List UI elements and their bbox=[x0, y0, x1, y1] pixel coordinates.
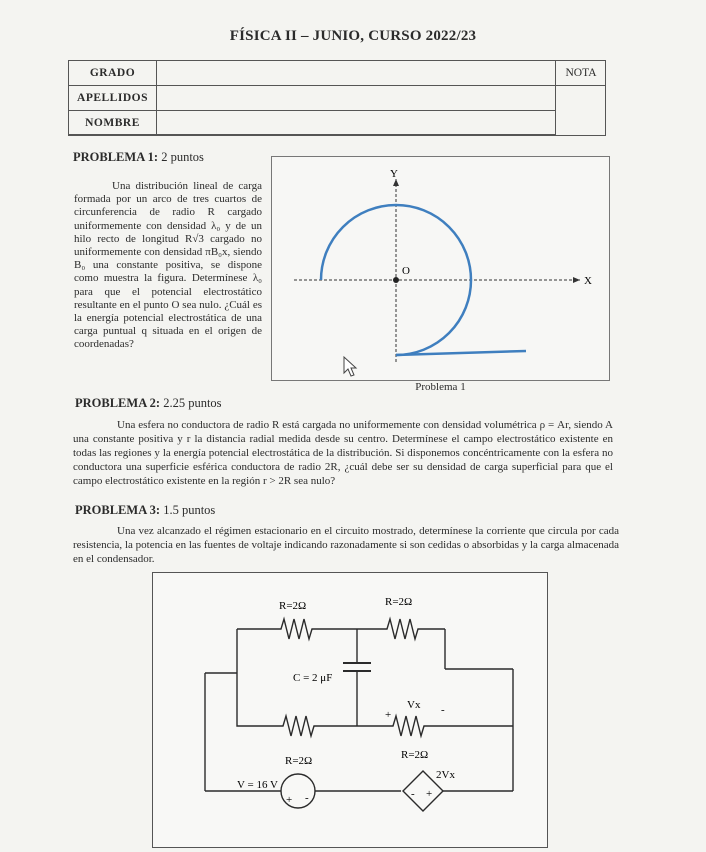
circuit-diagram bbox=[153, 573, 547, 847]
dependent-source-plus: + bbox=[426, 788, 433, 800]
problem-2-title: PROBLEMA 2: bbox=[75, 396, 161, 410]
student-info-table bbox=[68, 60, 606, 136]
x-axis-label: X bbox=[584, 275, 592, 287]
capacitor-label: C = 2 μF bbox=[293, 672, 333, 684]
problem-2-points: 2.25 puntos bbox=[163, 396, 222, 410]
grado-label: GRADO bbox=[69, 61, 157, 85]
nombre-label: NOMBRE bbox=[69, 111, 157, 134]
voltage-source-label: V = 16 V bbox=[237, 779, 278, 791]
dependent-source-label: 2Vx bbox=[436, 769, 455, 781]
r-top-right-label: R=2Ω bbox=[385, 596, 413, 608]
r-top-left-label: R=2Ω bbox=[279, 600, 307, 612]
mouse-cursor-icon bbox=[344, 357, 356, 376]
problem-2-heading bbox=[75, 396, 222, 411]
voltage-source-minus: - bbox=[305, 792, 309, 804]
nota-label: NOTA bbox=[556, 61, 606, 86]
origin-label: O bbox=[402, 265, 410, 277]
voltage-source-plus: + bbox=[286, 794, 293, 806]
nota-cell bbox=[555, 61, 606, 135]
vx-minus: - bbox=[441, 704, 445, 716]
apellidos-label: APELLIDOS bbox=[69, 86, 157, 110]
middle-branch-wire bbox=[237, 708, 493, 736]
y-axis-label: Y bbox=[390, 168, 398, 180]
grado-row bbox=[69, 61, 555, 86]
problem-1-points: 2 puntos bbox=[161, 150, 204, 164]
problem-1-text: Una distribución lineal de carga formada por un arco de tres cuartos de circunferencia de radio R cargado uniformemente con densidad λ₀ y de un hilo recto de longitud R√3 cargado no uniformemente con densidad πB₀x, siendo B₀ una constante positiva, se dispone como muestra la figura. Determínese λ₀ para que el potencial electrostático resultante en el punto O sea nulo. ¿Cuál es la energía potencial electrostática de una carga puntual q situada en el origen de coordenadas? bbox=[74, 180, 262, 351]
problem-1-title: PROBLEMA 1: bbox=[73, 150, 159, 164]
r-bottom-right-label: R=2Ω bbox=[401, 749, 429, 761]
apellidos-row bbox=[69, 86, 555, 111]
circuit-figure bbox=[152, 572, 548, 848]
problem-3-heading bbox=[75, 503, 215, 518]
dependent-source-minus: - bbox=[411, 788, 415, 800]
charge-distribution-diagram bbox=[272, 157, 609, 380]
problem-3-text: Una vez alcanzado el régimen estacionario en el circuito mostrado, determínese la corriente que circula por cada resistencia, la potencia en las fuentes de voltaje indicando razonadamente si son cedidas o absorbidas y la carga almacenada en el condensador. bbox=[73, 525, 619, 565]
nombre-row bbox=[69, 111, 555, 135]
vx-label: Vx bbox=[407, 699, 421, 711]
problem-2-text: Una esfera no conductora de radio R está cargada no uniformemente con densidad volumétrica ρ = Ar, siendo A una constante positiva y r la distancia radial medida desde su centro. Determínese el campo electrostático existente en todas las regiones y la energía potencial electrostática de la distribución. Si disponemos concéntricamente con la esfera no conductora una superficie esférica conductora de radio 2R, ¿cuál debe ser su densidad de carga superficial para que el campo electrostático existente en la región r > 2R sea nulo? bbox=[73, 419, 613, 487]
page-title: FÍSICA II – JUNIO, CURSO 2022/23 bbox=[229, 28, 477, 44]
r-bottom-left-label: R=2Ω bbox=[285, 755, 313, 767]
top-branch-wire bbox=[237, 619, 445, 639]
problem-1-heading bbox=[73, 150, 204, 165]
figure-1-caption: Problema 1 bbox=[415, 381, 466, 393]
problem-3-points: 1.5 puntos bbox=[163, 503, 216, 517]
origin-point bbox=[393, 277, 399, 283]
problem-1-figure bbox=[271, 156, 610, 381]
vx-plus: + bbox=[385, 709, 392, 721]
problem-3-title: PROBLEMA 3: bbox=[75, 503, 161, 517]
